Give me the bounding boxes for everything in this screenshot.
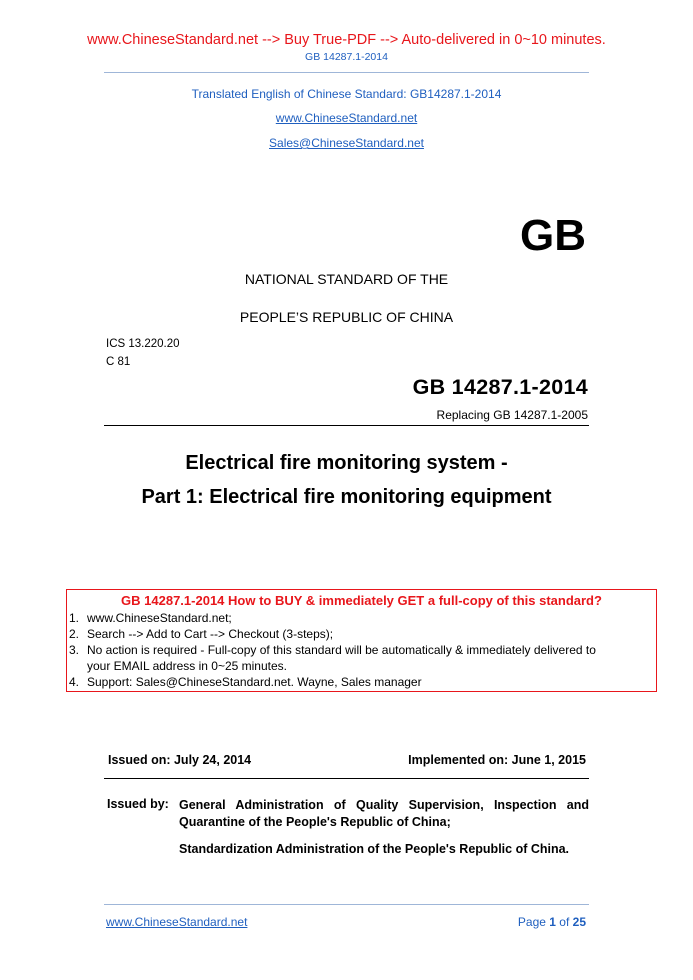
issued-by-label: Issued by: [107, 797, 169, 811]
buy-step [69, 674, 422, 690]
buy-step [69, 610, 232, 626]
website-link[interactable]: www.ChineseStandard.net [275, 111, 418, 125]
issuing-authority-2: Standardization Administration of the People's Republic of China. [179, 842, 570, 856]
page-prefix: Page [517, 915, 550, 929]
footer-website-link[interactable]: www.ChineseStandard.net [106, 915, 248, 929]
standard-number: GB 14287.1-2014 [412, 375, 588, 399]
issued-on: Issued on: July 24, 2014 [108, 753, 252, 767]
buy-step-num: 3. [69, 643, 80, 657]
buy-step-text: www.ChineseStandard.net; [87, 611, 232, 625]
header-doc-id: GB 14287.1-2014 [305, 51, 388, 63]
page-sep: of [555, 915, 573, 929]
replacing-note: Replacing GB 14287.1-2005 [436, 408, 588, 422]
page-current: 1 [549, 915, 556, 929]
buy-step-num: 1. [69, 611, 80, 625]
title-divider [104, 425, 589, 426]
email-link[interactable]: Sales@ChineseStandard.net [269, 136, 424, 150]
header-divider [104, 72, 589, 73]
footer-website-row [106, 915, 247, 929]
buy-step-text: your EMAIL address in 0~25 minutes. [87, 659, 287, 673]
ccs-code: C 81 [106, 356, 131, 368]
buy-step-text: Support: Sales@ChineseStandard.net. Wayne, Sales manager [87, 675, 422, 689]
intro-website-row [0, 111, 693, 125]
footer-divider [104, 904, 589, 905]
gb-logo: GB [520, 211, 586, 260]
buy-step [69, 642, 596, 658]
page-total: 25 [572, 915, 586, 929]
doc-title-line1: Electrical fire monitoring system - [185, 452, 508, 474]
buy-step-num: 2. [69, 627, 80, 641]
intro-email-row [0, 136, 693, 150]
ics-code: ICS 13.220.20 [106, 338, 180, 350]
buy-info-box [66, 589, 657, 692]
dates-divider [104, 778, 589, 779]
buy-step [69, 626, 333, 642]
translated-notice: Translated English of Chinese Standard: GB14287.1-2014 [191, 87, 502, 101]
buy-box-title: GB 14287.1-2014 How to BUY & immediately GET a full-copy of this standard? [121, 593, 602, 608]
doc-title-line2: Part 1: Electrical fire monitoring equipment [141, 486, 552, 508]
buy-step-num: 4. [69, 675, 80, 689]
issuing-authority-1: General Administration of Quality Supervision, Inspection and Quarantine of the People's Republic of China; [179, 798, 589, 829]
national-standard-line1: NATIONAL STANDARD OF THE [244, 271, 449, 287]
promo-banner[interactable]: www.ChineseStandard.net --> Buy True-PDF --> Auto-delivered in 0~10 minutes. [87, 32, 606, 48]
buy-step-text: No action is required - Full-copy of this standard will be automatically & immediately delivered to [87, 643, 596, 657]
buy-step-text: Search --> Add to Cart --> Checkout (3-steps); [87, 627, 334, 641]
buy-step [69, 658, 287, 674]
implemented-on: Implemented on: June 1, 2015 [408, 753, 586, 767]
page-indicator [518, 915, 586, 929]
national-standard-line2: PEOPLE’S REPUBLIC OF CHINA [239, 309, 454, 325]
